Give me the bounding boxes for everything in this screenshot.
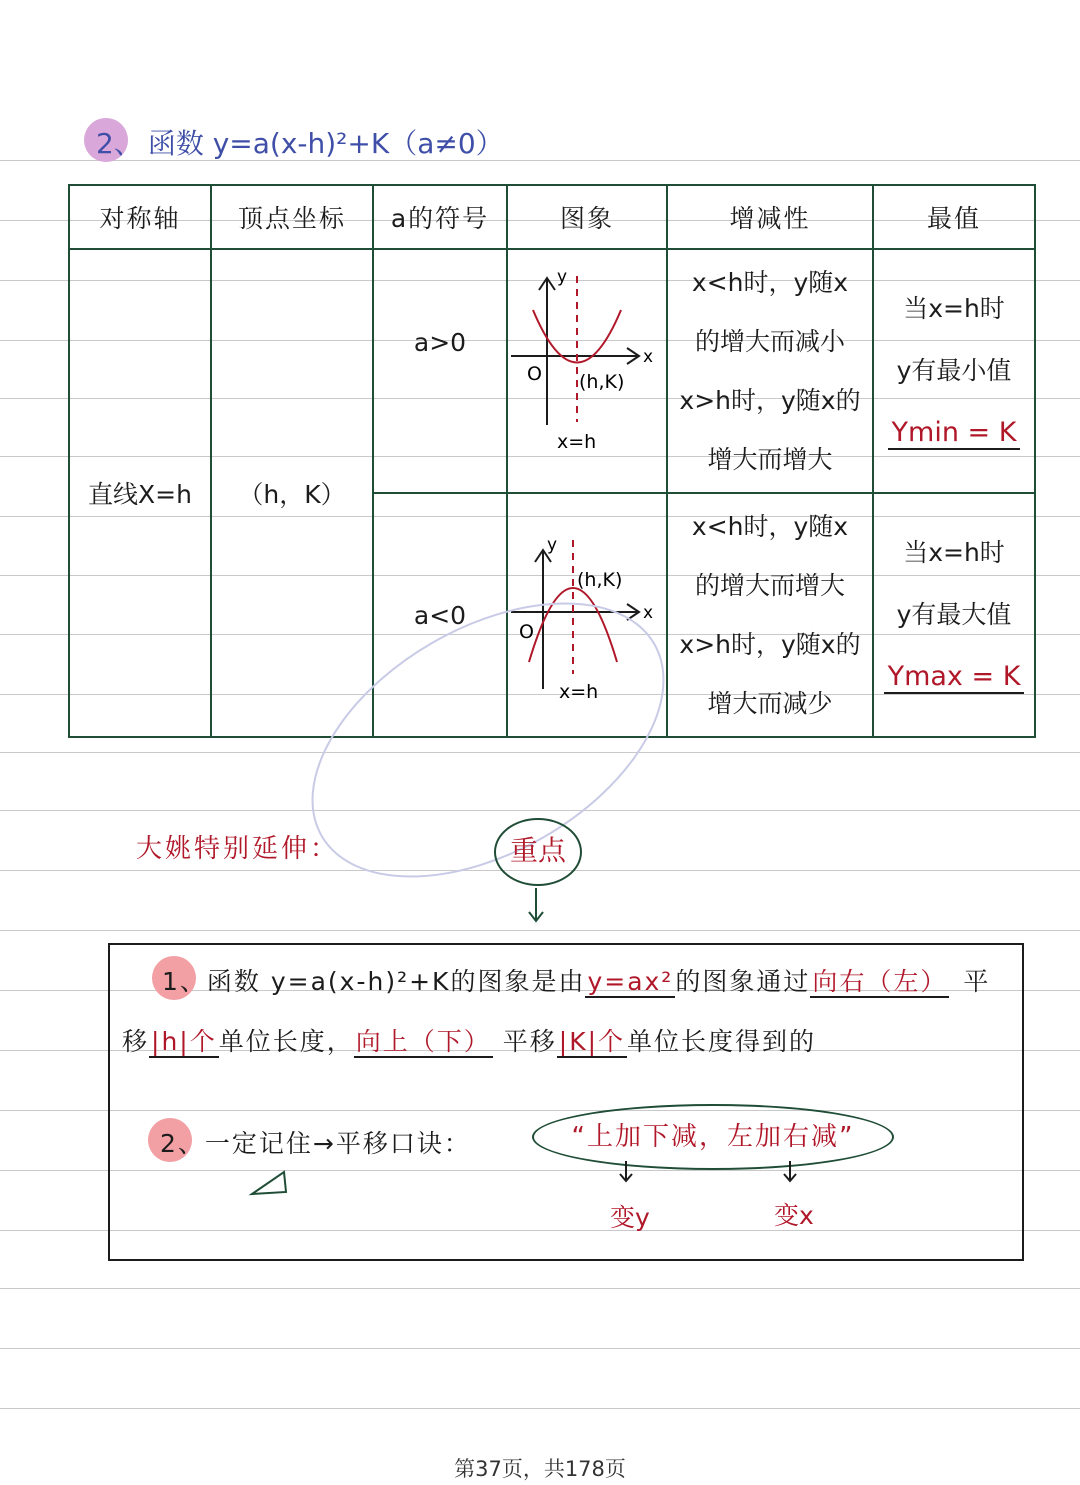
triangle-icon <box>248 1166 290 1198</box>
item-number: 2、 <box>160 1129 205 1158</box>
graph-cell-up <box>507 249 667 493</box>
y-axis-label: y <box>547 535 558 555</box>
section-heading <box>96 122 504 162</box>
extension-title: 大姚特别延伸： <box>136 834 340 864</box>
extreme-cell-min <box>873 249 1035 493</box>
x-axis-label: x <box>643 347 654 367</box>
note-text: 的图象通过 <box>675 967 811 996</box>
vertex-label: (h,K) <box>579 371 625 393</box>
note-item-2 <box>160 1124 471 1160</box>
sign-cell: a<0 <box>373 493 507 737</box>
note-text: 一定记住→平移口诀： <box>204 1129 471 1158</box>
monotonic-cell-down <box>667 493 873 737</box>
sign-cell: a>0 <box>373 249 507 493</box>
extreme-value: Ymax = K <box>884 661 1025 694</box>
origin-label: O <box>519 621 534 643</box>
header-sign: a的符号 <box>373 185 507 249</box>
monotonic-line: 增大而增大 <box>707 445 833 474</box>
page-footer: 第37页，共178页 <box>454 1457 626 1481</box>
section-title: 函数 y=a(x-h)²+K（a≠0） <box>147 127 504 160</box>
note-item-1-line-1 <box>162 962 990 998</box>
symmetry-line-label: x=h <box>559 681 599 703</box>
extreme-condition: 当x=h时 <box>903 538 1005 567</box>
note-text: 平 <box>963 967 991 996</box>
monotonic-line: 的增大而减小 <box>694 327 845 356</box>
parabola-up-graph <box>509 250 665 486</box>
underlined-answer: 向右（左） <box>812 967 948 996</box>
axis-cell: 直线X=h <box>69 249 211 737</box>
table-header-row <box>69 185 1035 249</box>
down-arrow-icon <box>616 1160 636 1184</box>
monotonic-line: x>h时，y随x的 <box>679 386 861 415</box>
symmetry-line-label: x=h <box>557 431 597 453</box>
down-arrow-icon <box>780 1160 800 1184</box>
extreme-value: Ymin = K <box>888 417 1021 450</box>
extreme-description: y有最小值 <box>896 356 1012 385</box>
note-change-y: 变y <box>610 1203 650 1232</box>
note-text: 单位长度， <box>218 1027 354 1056</box>
note-change-x: 变x <box>774 1201 814 1230</box>
monotonic-line: x<h时，y随x <box>691 512 849 541</box>
monotonic-cell-up <box>667 249 873 493</box>
table-row <box>69 249 1035 493</box>
underlined-answer: y=ax² <box>587 967 674 996</box>
underlined-answer: 向上（下） <box>355 1027 491 1056</box>
monotonic-line: 的增大而增大 <box>694 571 845 600</box>
monotonic-line: x<h时，y随x <box>691 268 849 297</box>
header-monotonic: 增减性 <box>667 185 873 249</box>
monotonic-line: x>h时，y随x的 <box>679 630 861 659</box>
y-axis-label: y <box>557 267 568 287</box>
decorative-oval <box>290 600 690 890</box>
key-point-badge: 重点 <box>494 818 582 886</box>
item-number: 1、 <box>162 967 207 996</box>
header-graph: 图象 <box>507 185 667 249</box>
mnemonic-oval: “上加下减，左加右减” <box>532 1104 894 1170</box>
monotonic-line: 增大而减少 <box>707 689 833 718</box>
extreme-description: y有最大值 <box>896 600 1012 629</box>
underlined-answer: |K|个 <box>558 1027 626 1056</box>
header-vertex: 顶点坐标 <box>211 185 373 249</box>
down-arrow-icon <box>526 886 546 924</box>
note-text: 移 <box>122 1027 150 1056</box>
x-axis-label: x <box>643 603 654 623</box>
extreme-cell-max <box>873 493 1035 737</box>
header-extreme: 最值 <box>873 185 1035 249</box>
header-axis: 对称轴 <box>69 185 211 249</box>
note-text: 单位长度得到的 <box>627 1027 817 1056</box>
vertex-label: (h,K) <box>577 569 623 591</box>
extreme-condition: 当x=h时 <box>903 294 1005 323</box>
origin-label: O <box>527 363 542 385</box>
underlined-answer: |h|个 <box>151 1027 217 1056</box>
section-number: 2、 <box>96 127 142 160</box>
note-text: 平移 <box>502 1027 557 1056</box>
note-text: 函数 y=a(x-h)²+K的图象是由 <box>206 967 586 996</box>
vertex-cell: （h，K） <box>211 249 373 737</box>
note-item-1-line-2 <box>122 1022 816 1058</box>
